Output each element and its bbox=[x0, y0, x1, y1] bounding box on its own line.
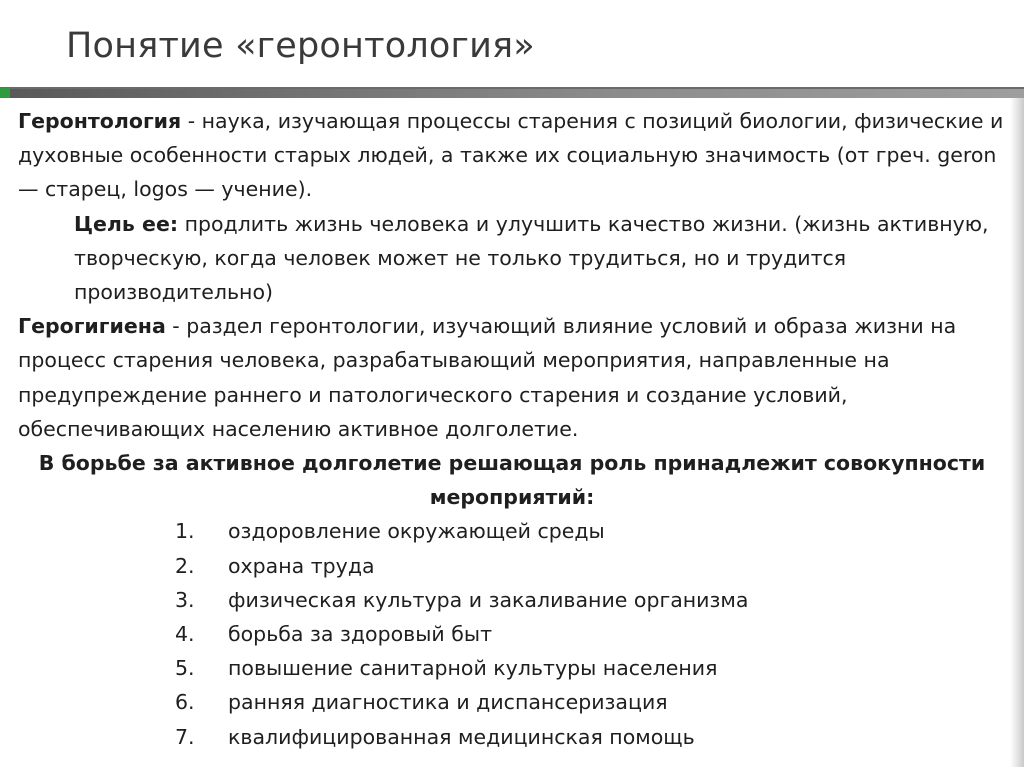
list-item bbox=[18, 514, 1006, 548]
definition-gerontology: - наука, изучающая процессы старения с позиций биологии, физические и духовные особенности старых людей, а также их социальную значимость (от греч. geron — старец, logos — учение). bbox=[18, 109, 1004, 202]
list-item bbox=[18, 685, 1006, 719]
definition-gerohygiene: - раздел геронтологии, изучающий влияние условий и образа жизни на процесс старения человека, разрабатывающий мероприятия, направленные на предупреждение раннего и патологического старения и создание условий, обеспечивающих населению активное долголетие. bbox=[18, 314, 957, 441]
list-item-text: борьба за здоровый быт bbox=[228, 622, 493, 647]
list-item-number: 3. bbox=[175, 587, 195, 612]
term-goal: Цель ее: bbox=[74, 211, 179, 236]
accent-square bbox=[0, 88, 10, 98]
list-item-text: квалифицированная медицинская помощь bbox=[228, 724, 695, 749]
list-item-number: 5. bbox=[175, 656, 195, 681]
list-item-number: 6. bbox=[175, 690, 195, 715]
title-divider-bar bbox=[10, 89, 1024, 98]
term-gerontology: Геронтология bbox=[18, 109, 182, 133]
list-item-text: физическая культура и закаливание организма bbox=[228, 587, 749, 612]
measures-list bbox=[18, 514, 1006, 753]
list-item-number: 1. bbox=[175, 519, 195, 544]
goal-text: продлить жизнь человека и улучшить качество жизни. (жизнь активную, творческую, когда человек может не только трудиться, но и трудится производительно) bbox=[74, 211, 989, 305]
slide-body bbox=[18, 104, 1006, 754]
list-item bbox=[18, 651, 1006, 685]
list-item-text: оздоровление окружающей среды bbox=[228, 519, 605, 544]
list-item-text: повышение санитарной культуры населения bbox=[228, 656, 718, 681]
term-gerohygiene: Герогигиена bbox=[18, 314, 166, 339]
list-item-number: 4. bbox=[175, 622, 195, 647]
paragraph-gerontology bbox=[18, 104, 1006, 207]
paragraph-goal bbox=[18, 207, 1006, 310]
decorative-edge-shadow bbox=[1010, 98, 1024, 767]
slide-title: Понятие «геронтология» bbox=[66, 26, 535, 66]
paragraph-gerohygiene bbox=[18, 309, 1006, 446]
list-item-text: ранняя диагностика и диспансеризация bbox=[228, 690, 668, 715]
list-item-number: 2. bbox=[175, 553, 195, 578]
list-item-number: 7. bbox=[175, 724, 195, 749]
list-item bbox=[18, 583, 1006, 617]
list-item bbox=[18, 720, 1006, 754]
list-item bbox=[18, 549, 1006, 583]
list-item bbox=[18, 617, 1006, 651]
list-item-text: охрана труда bbox=[228, 553, 375, 578]
measures-heading: В борьбе за активное долголетие решающая роль принадлежит совокупности мероприятий: bbox=[38, 451, 986, 510]
